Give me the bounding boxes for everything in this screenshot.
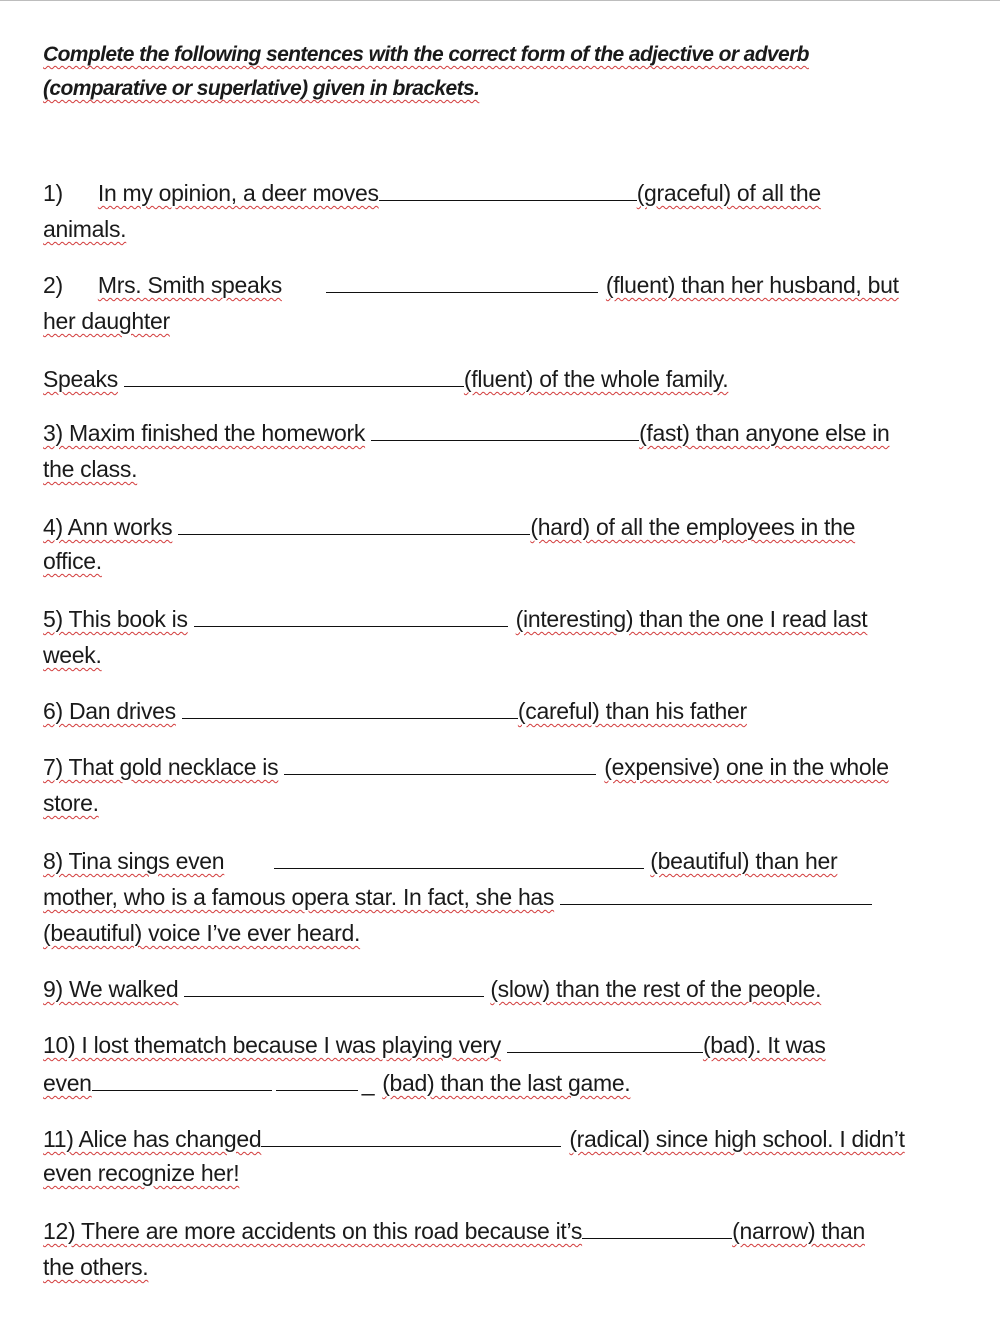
question-1-prompt: In my opinion, a deer moves bbox=[97, 180, 379, 206]
question-4-line-1 bbox=[43, 512, 966, 542]
instructions-line-1: Complete the following sentences with the correct form of the adjective or adverb bbox=[43, 43, 809, 66]
answer-blank-7[interactable] bbox=[284, 752, 596, 775]
question-6-line-1 bbox=[43, 696, 966, 726]
question-11-continuation: even recognize her! bbox=[43, 1160, 240, 1186]
question-9-prompt: 9) We walked bbox=[43, 976, 179, 1002]
question-7-prompt: 7) That gold necklace is bbox=[43, 754, 279, 780]
question-8-line-3 bbox=[43, 920, 966, 950]
question-2-line-3 bbox=[43, 364, 966, 394]
question-2-continuation: her daughter bbox=[43, 308, 170, 334]
answer-blank-2b[interactable] bbox=[124, 364, 464, 387]
answer-blank-10b[interactable] bbox=[92, 1068, 272, 1091]
question-5-line-2 bbox=[43, 642, 966, 672]
answer-blank-11[interactable] bbox=[261, 1124, 561, 1147]
question-4-prompt: 4) Ann works bbox=[43, 514, 173, 540]
instructions-line-2: (comparative or superlative) given in brackets. bbox=[43, 77, 480, 100]
question-8-hint-2: (beautiful) voice I’ve ever heard. bbox=[43, 920, 361, 946]
question-4-hint: (hard) of all the employees in the bbox=[530, 514, 856, 540]
instructions bbox=[43, 38, 943, 106]
question-2-number: 2) bbox=[43, 272, 63, 298]
question-3-continuation: the class. bbox=[43, 456, 138, 482]
question-10-prompt: 10) I lost thematch because I was playing very bbox=[43, 1032, 501, 1058]
answer-blank-4[interactable] bbox=[178, 512, 530, 535]
question-12-hint: (narrow) than bbox=[732, 1218, 865, 1244]
answer-blank-2a[interactable] bbox=[326, 270, 598, 293]
question-12-line-2 bbox=[43, 1254, 966, 1284]
question-1-number: 1) bbox=[43, 180, 63, 206]
answer-blank-8b[interactable] bbox=[560, 882, 872, 905]
question-11-hint: (radical) since high school. I didn’t bbox=[569, 1126, 905, 1152]
answer-blank-12[interactable] bbox=[582, 1216, 732, 1239]
question-5-line-1 bbox=[43, 604, 966, 634]
answer-blank-5[interactable] bbox=[194, 604, 508, 627]
question-11-prompt: 11) Alice has changed bbox=[43, 1126, 262, 1152]
question-6-hint: (careful) than his father bbox=[517, 698, 747, 724]
question-1-continuation: animals. bbox=[43, 216, 127, 242]
question-8-prompt: 8) Tina sings even bbox=[43, 848, 225, 874]
question-3-prompt: 3) Maxim finished the homework bbox=[43, 420, 366, 446]
question-2-hint-1: (fluent) than her husband, but bbox=[605, 272, 899, 298]
question-9-hint: (slow) than the rest of the people. bbox=[490, 976, 822, 1002]
question-12-line-1 bbox=[43, 1216, 966, 1246]
question-2-speaks: Speaks bbox=[43, 366, 118, 392]
question-1-hint: (graceful) of all the bbox=[636, 180, 821, 206]
question-5-continuation: week. bbox=[43, 642, 102, 668]
question-1-line-2 bbox=[43, 216, 966, 246]
question-9-line-1 bbox=[43, 974, 966, 1004]
question-5-hint: (interesting) than the one I read last bbox=[515, 606, 868, 632]
answer-blank-3[interactable] bbox=[371, 418, 639, 441]
answer-blank-10b-extension[interactable] bbox=[276, 1068, 358, 1091]
question-7-line-1 bbox=[43, 752, 966, 782]
question-8-line-1 bbox=[43, 846, 966, 876]
answer-blank-6[interactable] bbox=[182, 696, 518, 719]
question-8-continuation: mother, who is a famous opera star. In fact, she has bbox=[43, 884, 555, 910]
question-8-hint-1: (beautiful) than her bbox=[650, 848, 838, 874]
question-10-even: even bbox=[43, 1070, 92, 1096]
question-6-prompt: 6) Dan drives bbox=[43, 698, 176, 724]
question-4-line-2 bbox=[43, 548, 966, 578]
question-2-hint-2: (fluent) of the whole family. bbox=[463, 366, 729, 392]
answer-blank-10a[interactable] bbox=[507, 1030, 703, 1053]
answer-blank-8a[interactable] bbox=[274, 846, 644, 869]
question-2-prompt: Mrs. Smith speaks bbox=[97, 272, 282, 298]
question-11-line-2 bbox=[43, 1160, 966, 1190]
question-4-continuation: office. bbox=[43, 548, 102, 574]
question-2-line-2 bbox=[43, 308, 966, 338]
question-7-continuation: store. bbox=[43, 790, 99, 816]
question-1-line-1 bbox=[43, 178, 966, 208]
question-2-line-1 bbox=[43, 270, 966, 300]
question-11-line-1 bbox=[43, 1124, 966, 1154]
question-10-line-1 bbox=[43, 1030, 966, 1060]
question-10-underscore: _ bbox=[361, 1070, 375, 1096]
question-5-prompt: 5) This book is bbox=[43, 606, 188, 632]
question-10-hint-1: (bad). It was bbox=[702, 1032, 826, 1058]
question-8-line-2 bbox=[43, 882, 966, 912]
question-7-line-2 bbox=[43, 790, 966, 820]
question-12-continuation: the others. bbox=[43, 1254, 149, 1280]
question-3-hint: (fast) than anyone else in bbox=[639, 420, 890, 446]
question-10-line-2 bbox=[43, 1068, 966, 1098]
question-3-line-1 bbox=[43, 418, 966, 448]
question-3-line-2 bbox=[43, 456, 966, 486]
question-7-hint: (expensive) one in the whole bbox=[604, 754, 889, 780]
answer-blank-9[interactable] bbox=[184, 974, 484, 997]
question-10-hint-2: (bad) than the last game. bbox=[382, 1070, 631, 1096]
question-12-prompt: 12) There are more accidents on this road because it’s bbox=[43, 1218, 583, 1244]
answer-blank-1[interactable] bbox=[379, 178, 637, 201]
